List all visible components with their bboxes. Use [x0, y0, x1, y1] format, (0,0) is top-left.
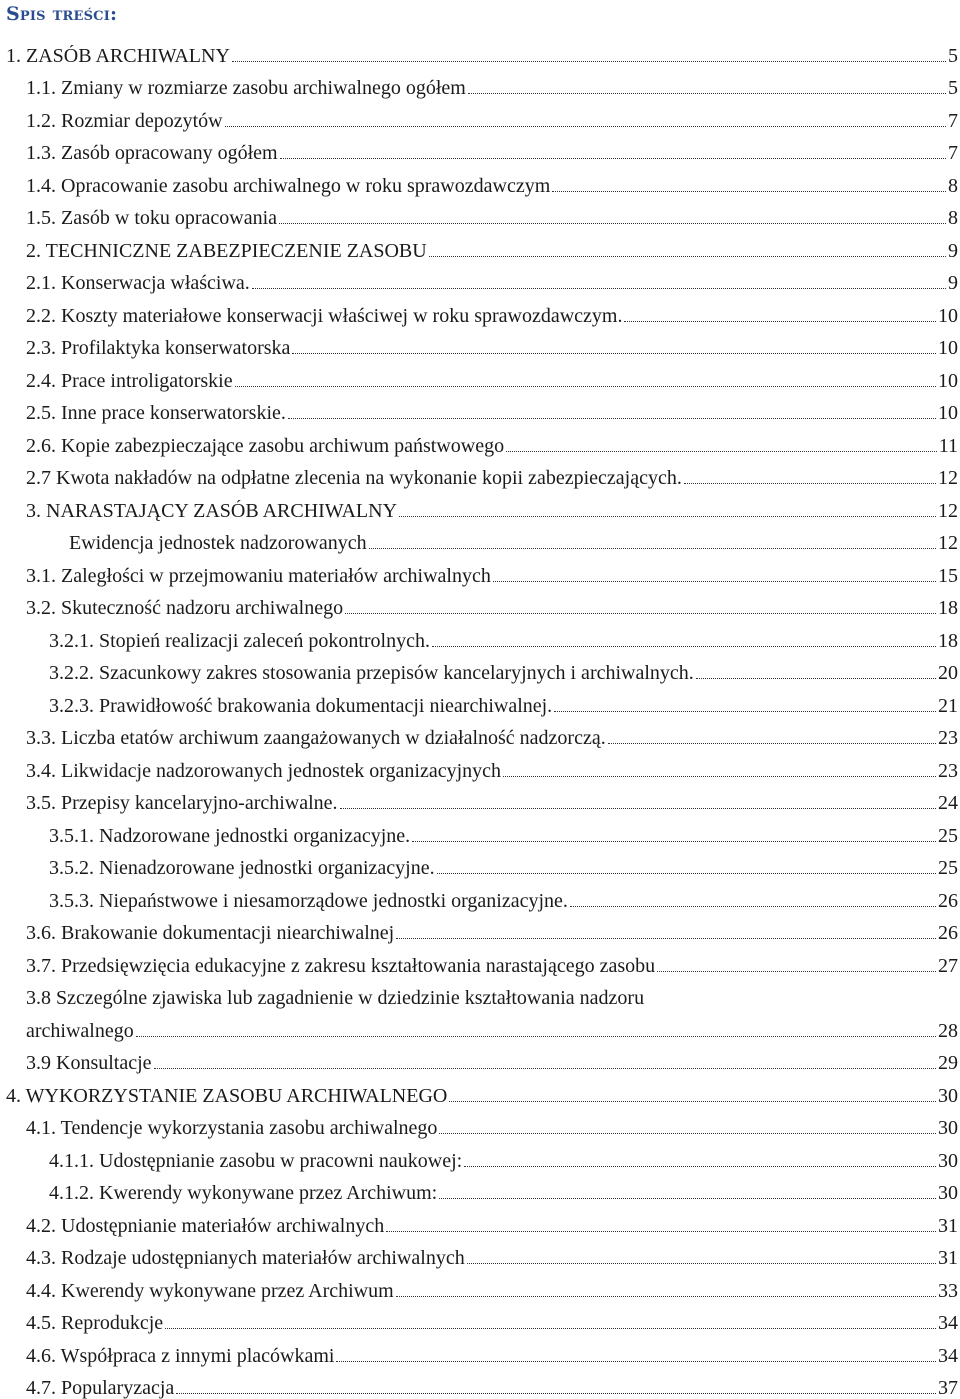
toc-entry-label: 3.1. Zaległości w przejmowaniu materiałów archiwalnych	[26, 565, 491, 587]
toc-page-number: 26	[938, 922, 958, 944]
toc-page-number: 33	[938, 1280, 958, 1302]
toc-leader-dots	[449, 1101, 936, 1102]
toc-page-number: 12	[938, 467, 958, 489]
toc-entry[interactable]	[0, 879, 960, 912]
toc-page-number: 26	[938, 890, 958, 912]
toc-page-number: 31	[938, 1247, 958, 1269]
toc-entry[interactable]	[0, 1334, 960, 1367]
toc-entry[interactable]	[0, 229, 960, 262]
toc-leader-dots	[235, 386, 936, 387]
toc-entry[interactable]	[0, 1204, 960, 1237]
toc-leader-dots	[439, 1133, 936, 1134]
toc-page-number: 28	[938, 1020, 958, 1042]
toc-entry-label: 3.8 Szczególne zjawiska lub zagadnienie w dziedzinie kształtowania nadzoru	[26, 987, 644, 1009]
toc-leader-dots	[176, 1393, 936, 1394]
toc-leader-dots	[552, 191, 946, 192]
toc-entry-label: 4.2. Udostępnianie materiałów archiwalnych	[26, 1215, 384, 1237]
toc-entry[interactable]	[0, 359, 960, 392]
toc-leader-dots	[503, 776, 936, 777]
toc-entry[interactable]	[0, 164, 960, 197]
toc-entry-label: 3.2.1. Stopień realizacji zaleceń pokontrolnych.	[49, 630, 430, 652]
toc-entry-label: 3.6. Brakowanie dokumentacji niearchiwalnej	[26, 922, 394, 944]
toc-entry-label: 3.2.2. Szacunkowy zakres stosowania przepisów kancelaryjnych i archiwalnych.	[49, 662, 694, 684]
toc-leader-dots	[493, 581, 936, 582]
toc-leader-dots	[412, 841, 936, 842]
toc-leader-dots	[554, 711, 936, 712]
toc-entry[interactable]	[0, 912, 960, 945]
toc-entry-label: 3.4. Likwidacje nadzorowanych jednostek organizacyjnych	[26, 760, 501, 782]
toc-page-number: 30	[938, 1150, 958, 1172]
toc-leader-dots	[429, 256, 946, 257]
toc-entry-label: 1.3. Zasób opracowany ogółem	[26, 142, 278, 164]
toc-page-number: 12	[938, 532, 958, 554]
toc-entry[interactable]	[0, 619, 960, 652]
toc-entry-label: 2.6. Kopie zabezpieczające zasobu archiwum państwowego	[26, 435, 504, 457]
toc-entry[interactable]	[0, 554, 960, 587]
toc-entry[interactable]	[0, 814, 960, 847]
toc-entry-label: 1.1. Zmiany w rozmiarze zasobu archiwalnego ogółem	[26, 77, 466, 99]
toc-entry[interactable]	[0, 327, 960, 360]
toc-leader-dots	[396, 1296, 936, 1297]
toc-entry-label: 4.3. Rodzaje udostępnianych materiałów archiwalnych	[26, 1247, 465, 1269]
toc-leader-dots	[252, 288, 946, 289]
toc-entry-label: 2.3. Profilaktyka konserwatorska	[26, 337, 290, 359]
toc-leader-dots	[136, 1036, 936, 1037]
toc-leader-dots	[345, 613, 936, 614]
toc-entry[interactable]	[0, 1237, 960, 1270]
toc-page-number: 34	[938, 1345, 958, 1367]
toc-entry[interactable]	[0, 587, 960, 620]
toc-entry[interactable]	[0, 489, 960, 522]
toc-page-number: 18	[938, 597, 958, 619]
toc-leader-dots	[570, 906, 936, 907]
toc-page-number: 10	[938, 402, 958, 424]
toc-leader-dots	[657, 971, 936, 972]
toc-page-number: 5	[948, 45, 958, 67]
toc-entry-label: 1.2. Rozmiar depozytów	[26, 110, 223, 132]
toc-leader-dots	[464, 1166, 936, 1167]
toc-leader-dots	[608, 743, 936, 744]
toc-entry[interactable]	[0, 34, 960, 67]
toc-entry[interactable]	[0, 944, 960, 977]
toc-entry-label: 2.5. Inne prace konserwatorskie.	[26, 402, 286, 424]
toc-entry-label: 3.2.3. Prawidłowość brakowania dokumentacji niearchiwalnej.	[49, 695, 552, 717]
toc-entry-label: 4.6. Współpraca z innymi placówkami	[26, 1345, 334, 1367]
toc-list	[0, 34, 960, 1399]
toc-leader-dots	[624, 321, 936, 322]
toc-leader-dots	[468, 93, 946, 94]
toc-entry[interactable]	[0, 99, 960, 132]
toc-entry[interactable]	[0, 1172, 960, 1205]
toc-entry-label: 2.7 Kwota nakładów na odpłatne zlecenia na wykonanie kopii zabezpieczających.	[26, 467, 682, 489]
toc-entry-label: 4.1.2. Kwerendy wykonywane przez Archiwum:	[49, 1182, 437, 1204]
toc-entry-label: 2.1. Konserwacja właściwa.	[26, 272, 250, 294]
toc-page-number: 8	[948, 175, 958, 197]
toc-entry-label: 4.4. Kwerendy wykonywane przez Archiwum	[26, 1280, 394, 1302]
toc-page-number: 31	[938, 1215, 958, 1237]
toc-leader-dots	[288, 418, 936, 419]
toc-entry[interactable]	[0, 457, 960, 490]
toc-entry-label: 3.5.3. Niepaństwowe i niesamorządowe jednostki organizacyjne.	[49, 890, 568, 912]
toc-leader-dots	[154, 1068, 936, 1069]
toc-leader-dots	[165, 1328, 936, 1329]
toc-leader-dots	[292, 353, 936, 354]
toc-page-number: 34	[938, 1312, 958, 1334]
toc-leader-dots	[432, 646, 936, 647]
toc-entry[interactable]	[0, 522, 960, 555]
toc-entry-label: 1. ZASÓB ARCHIWALNY	[6, 45, 230, 67]
toc-entry[interactable]	[0, 392, 960, 425]
toc-page-number: 30	[938, 1182, 958, 1204]
toc-entry-label: 3.5.1. Nadzorowane jednostki organizacyjne.	[49, 825, 410, 847]
toc-leader-dots	[696, 678, 936, 679]
toc-entry-label: Ewidencja jednostek nadzorowanych	[69, 532, 367, 554]
toc-entry[interactable]	[0, 782, 960, 815]
toc-page-number: 27	[938, 955, 958, 977]
toc-leader-dots	[437, 873, 936, 874]
toc-entry-label: 3.5. Przepisy kancelaryjno-archiwalne.	[26, 792, 338, 814]
toc-entry[interactable]	[0, 67, 960, 100]
toc-page-number: 30	[938, 1117, 958, 1139]
toc-entry-label: 3.7. Przedsięwzięcia edukacyjne z zakresu kształtowania narastającego zasobu	[26, 955, 655, 977]
toc-page-number: 10	[938, 370, 958, 392]
toc-page-number: 24	[938, 792, 958, 814]
toc-entry[interactable]	[0, 652, 960, 685]
toc-entry-label: 2.2. Koszty materiałowe konserwacji właściwej w roku sprawozdawczym.	[26, 305, 622, 327]
toc-leader-dots	[439, 1198, 936, 1199]
toc-leader-dots	[467, 1263, 936, 1264]
toc-entry-label: 3.9 Konsultacje	[26, 1052, 152, 1074]
toc-entry[interactable]	[0, 424, 960, 457]
toc-entry[interactable]	[0, 1302, 960, 1335]
toc-entry[interactable]	[0, 1074, 960, 1107]
toc-leader-dots	[280, 158, 946, 159]
toc-leader-dots	[369, 548, 936, 549]
toc-entry[interactable]	[0, 717, 960, 750]
toc-title: Spis treści:	[6, 2, 117, 26]
toc-entry[interactable]	[0, 1107, 960, 1140]
toc-page-number: 15	[938, 565, 958, 587]
toc-entry-label: 1.5. Zasób w toku opracowania	[26, 207, 277, 229]
toc-page-number: 11	[939, 435, 958, 457]
toc-entry-label: 1.4. Opracowanie zasobu archiwalnego w roku sprawozdawczym	[26, 175, 550, 197]
toc-entry-label: 3.2. Skuteczność nadzoru archiwalnego	[26, 597, 343, 619]
toc-entry[interactable]	[0, 1009, 960, 1042]
toc-entry[interactable]	[0, 1269, 960, 1302]
toc-entry[interactable]	[0, 197, 960, 230]
toc-entry[interactable]	[0, 684, 960, 717]
toc-page-number: 9	[948, 272, 958, 294]
toc-entry[interactable]	[0, 977, 960, 1010]
toc-page-number: 37	[938, 1377, 958, 1399]
toc-page-number: 29	[938, 1052, 958, 1074]
toc-page-number: 5	[948, 77, 958, 99]
toc-entry-label: 2. TECHNICZNE ZABEZPIECZENIE ZASOBU	[26, 240, 427, 262]
toc-entry[interactable]	[0, 1139, 960, 1172]
toc-entry-label: archiwalnego	[26, 1020, 134, 1042]
toc-page-number: 7	[948, 142, 958, 164]
toc-entry[interactable]	[0, 749, 960, 782]
toc-leader-dots	[386, 1231, 936, 1232]
toc-page-number: 25	[938, 857, 958, 879]
toc-page-number: 21	[938, 695, 958, 717]
toc-page-number: 20	[938, 662, 958, 684]
toc-leader-dots	[684, 483, 936, 484]
toc-leader-dots	[506, 451, 937, 452]
toc-leader-dots	[232, 61, 946, 62]
toc-leader-dots	[225, 126, 946, 127]
toc-entry[interactable]	[0, 262, 960, 295]
toc-entry-label: 4.1.1. Udostępnianie zasobu w pracowni naukowej:	[49, 1150, 462, 1172]
toc-entry[interactable]	[0, 132, 960, 165]
toc-leader-dots	[279, 223, 946, 224]
toc-page-number: 25	[938, 825, 958, 847]
toc-entry-label: 3. NARASTAJĄCY ZASÓB ARCHIWALNY	[26, 500, 397, 522]
toc-entry-label: 2.4. Prace introligatorskie	[26, 370, 233, 392]
toc-entry-label: 4.5. Reprodukcje	[26, 1312, 163, 1334]
toc-entry-label: 3.3. Liczba etatów archiwum zaangażowanych w działalność nadzorczą.	[26, 727, 606, 749]
toc-entry-label: 4.7. Popularyzacja	[26, 1377, 174, 1399]
toc-entry[interactable]	[0, 294, 960, 327]
toc-entry-label: 4. WYKORZYSTANIE ZASOBU ARCHIWALNEGO	[6, 1085, 447, 1107]
toc-entry-label: 3.5.2. Nienadzorowane jednostki organizacyjne.	[49, 857, 435, 879]
toc-entry[interactable]	[0, 847, 960, 880]
toc-page-number: 10	[938, 305, 958, 327]
toc-page-number: 8	[948, 207, 958, 229]
toc-leader-dots	[336, 1361, 936, 1362]
toc-entry[interactable]	[0, 1042, 960, 1075]
toc-page-number: 23	[938, 760, 958, 782]
toc-page-number: 7	[948, 110, 958, 132]
toc-leader-dots	[396, 938, 936, 939]
toc-leader-dots	[399, 516, 936, 517]
toc-page-number: 9	[948, 240, 958, 262]
toc-page-number: 10	[938, 337, 958, 359]
toc-page-number: 30	[938, 1085, 958, 1107]
toc-page-number: 12	[938, 500, 958, 522]
toc-entry-label: 4.1. Tendencje wykorzystania zasobu archiwalnego	[26, 1117, 437, 1139]
toc-page-number: 18	[938, 630, 958, 652]
toc-page-number: 23	[938, 727, 958, 749]
toc-leader-dots	[340, 808, 936, 809]
